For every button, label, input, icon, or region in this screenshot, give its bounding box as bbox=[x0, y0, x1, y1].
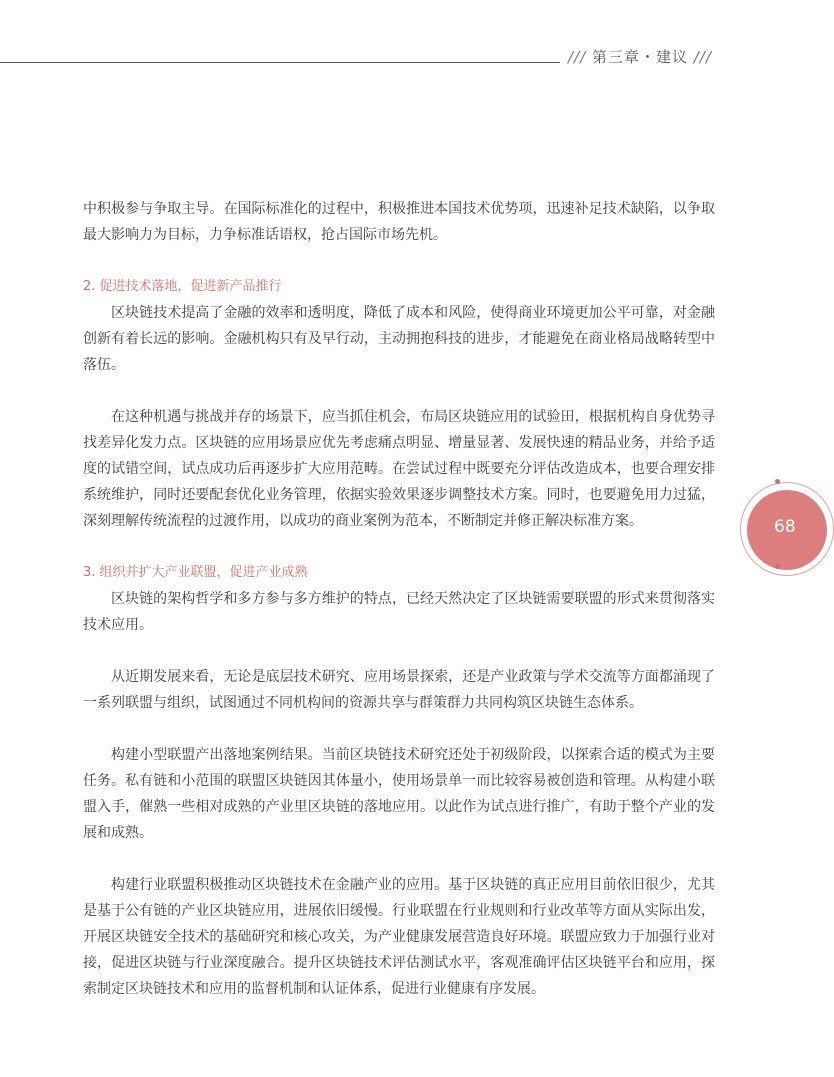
ring-dot-bottom bbox=[775, 564, 780, 569]
paragraph-1: 区块链技术提高了金融的效率和透明度，降低了成本和风险，使得商业环境更加公平可靠，对金融创新有着长远的影响。金融机构只有及早行动，主动拥抱科技的进步，才能避免在商业格局战略转型中落伍。 bbox=[83, 305, 715, 373]
chapter-title: 第三章・建议 bbox=[591, 48, 688, 66]
page-number: 68 bbox=[774, 517, 796, 537]
section-heading-3: 3. 组织并扩大产业联盟，促进产业成熟 bbox=[83, 565, 308, 580]
paragraph-3: 区块链的架构哲学和多方参与多方维护的特点，已经天然决定了区块链需要联盟的形式来贯彻落实技术应用。 bbox=[83, 591, 715, 633]
ring-dot-top bbox=[775, 479, 780, 484]
paragraph-6: 构建行业联盟积极推动区块链技术在金融产业的应用。基于区块链的真正应用目前依旧很少，尤其是基于公有链的产业区块链应用，进展依旧缓慢。行业联盟在行业规则和行业改革等方面从实际出发，开展区块链安全技术的基础研究和核心攻关，为产业健康发展营造良好环境。联盟应致力于加强行业对接，促进区块链与行业深度融合。提升区块链技术评估测试水平，客观准确评估区块链平台和应用，探索制定区块链技术和应用的监督机制和认证体系，促进行业健康有序发展。 bbox=[83, 877, 715, 997]
header-slashes-left: /// bbox=[568, 48, 587, 66]
page-content bbox=[83, 196, 715, 1002]
header-rule bbox=[0, 62, 560, 63]
section-heading-2: 2. 促进技术落地，促进新产品推行 bbox=[83, 279, 282, 294]
paragraph-2: 在这种机遇与挑战并存的场景下，应当抓住机会，布局区块链应用的试验田，根据机构自身优势寻找差异化发力点。区块链的应用场景应优先考虑痛点明显、增量显著、发展快速的精品业务，并给予适度的试错空间，试点成功后再逐步扩大应用范畴。在尝试过程中既要充分评估改造成本，也要合理安排系统维护，同时还要配套优化业务管理，依据实验效果逐步调整技术方案。同时，也要避免用力过猛，深刻理解传统流程的过渡作用，以成功的商业案例为范本，不断制定并修正解决标准方案。 bbox=[83, 409, 715, 529]
paragraph-4: 从近期发展来看，无论是底层技术研究、应用场景探索，还是产业政策与学术交流等方面都涌现了一系列联盟与组织，试图通过不同机构间的资源共享与群策群力共同构筑区块链生态体系。 bbox=[83, 669, 715, 711]
paragraph-5: 构建小型联盟产出落地案例结果。当前区块链技术研究还处于初级阶段，以探索合适的模式为主要任务。私有链和小范围的联盟区块链因其体量小，使用场景单一而比较容易被创造和管理。从构建小联盟入手，催熟一些相对成熟的产业里区块链的落地应用。以此作为试点进行推广，有助于整个产业的发展和成熟。 bbox=[83, 747, 715, 841]
paragraph-continuation: 中积极参与争取主导。在国际标准化的过程中，积极推进本国技术优势项，迅速补足技术缺陷，以争取最大影响力为目标，力争标准话语权，抢占国际市场先机。 bbox=[83, 201, 715, 243]
header-slashes-right: /// bbox=[693, 48, 712, 66]
page-number-tab bbox=[747, 490, 827, 570]
chapter-header bbox=[568, 46, 788, 67]
